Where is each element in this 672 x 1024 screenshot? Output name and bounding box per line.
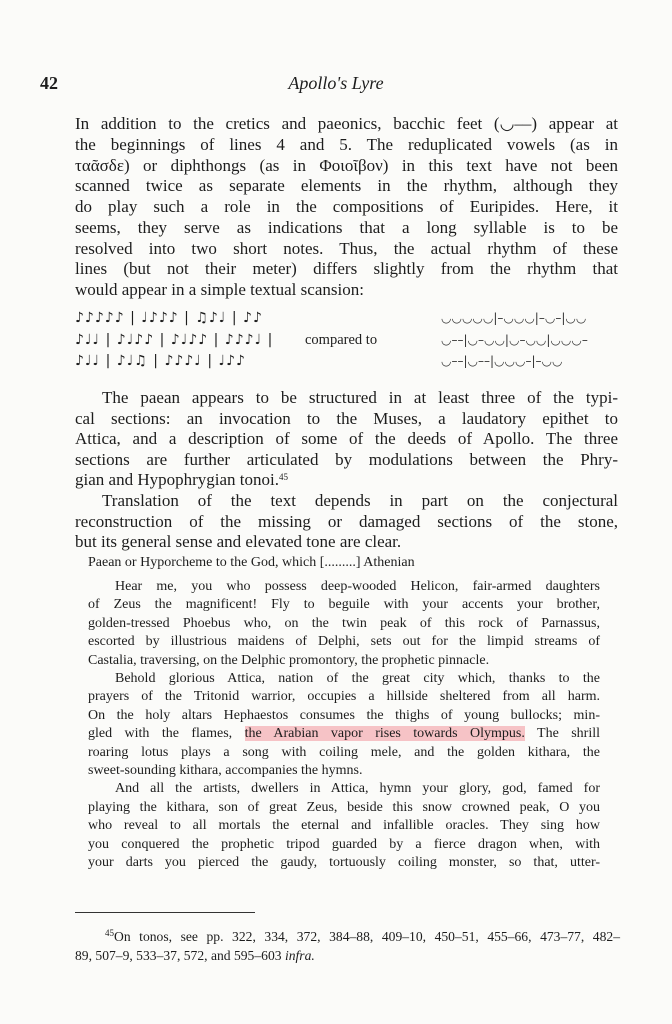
line-text: of Zeus the magnificent! Fly to beguile with your accents your brother,: [88, 597, 600, 613]
text-line: [88, 817, 600, 835]
line-text: Castalia, traversing, on the Delphic promontory, the prophetic pinnacle.: [88, 652, 490, 668]
footnote-infra: infra.: [284, 948, 315, 963]
line-text: On the holy altars Hephaestos consumes the thighs of young bullocks; min-: [88, 707, 600, 723]
footnote-line: [75, 946, 620, 965]
text-line: [75, 156, 618, 177]
rhythm-notation: [75, 308, 620, 373]
line-text: gled with the flames,: [88, 726, 233, 742]
text-line: [75, 218, 618, 239]
highlighted-text: the Arabian vapor rises towards Olympus.: [244, 726, 525, 742]
line-text: playing the kithara, son of great Zeus, beside this snow crowned peak, O you: [88, 799, 600, 815]
footnote-divider: [75, 912, 255, 913]
notation-row: [75, 308, 620, 330]
scansion: ◡––|◡–◡◡|◡–◡◡|◡◡◡–: [441, 332, 588, 347]
page-number: 42: [40, 73, 58, 93]
paragraph-structure: [75, 388, 618, 553]
text-line: [88, 854, 600, 872]
text-line: [75, 388, 618, 409]
music-notes: ♪♪♪♪♪ | ♩♪♪♪ | ♫♪♩ | ♪♪: [75, 310, 263, 326]
line-text: sweet-sounding kithara, accompanies the hymns.: [88, 763, 363, 779]
text-line: [88, 578, 600, 596]
text-line: [88, 762, 600, 780]
text-line: [88, 725, 600, 743]
text-line: [75, 491, 618, 512]
compared-to-label: compared to: [305, 331, 378, 348]
text-line: [75, 114, 618, 135]
line-text: the beginnings of lines 4 and 5. The reduplicated vowels (as in: [75, 134, 618, 154]
translation-text: [88, 578, 600, 873]
line-text: reconstruction of the missing or damaged sections of the stone,: [75, 511, 618, 531]
paragraph-rhythm: [75, 114, 618, 301]
line-text: Behold glorious Attica, nation of the great city which, thanks to the: [115, 671, 600, 687]
line-text: The paean appears to be structured in at least three of the typi-: [102, 388, 618, 407]
footnote-text: 89, 507–9, 533–37, 572, and 595–603: [75, 948, 282, 963]
line-text: Hear me, you who possess deep-wooded Helicon, fair-armed daughters: [115, 579, 600, 594]
text-line: [75, 409, 618, 430]
line-text: escorted by illustrious maidens of Delphi, sets out for the limpid streams of: [88, 634, 600, 650]
text-line: [75, 197, 618, 218]
text-line: [75, 239, 618, 260]
line-text: And all the artists, dwellers in Attica, hymn your glory, god, famed for: [115, 781, 600, 797]
line-text: Attica, and a description of some of the deeds of Apollo. The three: [75, 429, 618, 449]
text-line: [88, 670, 600, 688]
line-text: gian and Hypophrygian tonoi.: [75, 470, 279, 490]
line-text: golden-tressed Phoebus who, on the twin peak of this rock of Parnassus,: [88, 615, 600, 631]
line-text: resolved into two short notes. Thus, the actual rhythm of these: [75, 238, 618, 258]
line-text: Translation of the text depends in part on the conjectural: [102, 490, 618, 510]
line-text: do play such a role in the compositions of Euripides. Here, it: [75, 197, 618, 216]
text-line: [88, 615, 600, 633]
text-line: [75, 259, 618, 280]
line-text: sections are further articulated by modulations between the Phry-: [75, 449, 618, 469]
notation-row: [75, 351, 620, 373]
text-line: [88, 799, 600, 817]
line-text: scanned twice as separate elements in the rhythm, although they: [75, 176, 618, 196]
text-line: [88, 836, 600, 854]
text-line: [88, 596, 600, 614]
line-text: prayers of the Tritonid warrior, occupies a hillside sheltered from all harm.: [88, 689, 600, 705]
running-head: Apollo's Lyre: [288, 73, 384, 93]
text-line: [88, 633, 600, 651]
line-text: you conquered the prophetic tripod guarded by a fierce dragon when, with: [88, 836, 600, 852]
line-text: seems, they serve as indications that a long syllable is to be: [75, 217, 618, 237]
text-line: [75, 450, 618, 471]
text-line: [75, 532, 618, 553]
text-line: [75, 429, 618, 450]
line-text: cal sections: an invocation to the Muses, a laudatory epithet to: [75, 408, 618, 428]
text-line: [75, 280, 618, 301]
footnote-line: [75, 927, 620, 946]
scansion: ◡◡◡◡◡|–◡◡◡|–◡–|◡◡: [441, 311, 587, 325]
line-text: lines (but not their meter) differs slightly from the rhythm that: [75, 259, 618, 279]
footnote-ref: 45: [278, 472, 288, 483]
footnote-text: On tonos, see pp. 322, 334, 372, 384–88, 409–10, 450–51, 455–66, 473–77, 482–: [114, 929, 620, 944]
footnote-number: 45: [105, 928, 114, 938]
line-text: In addition to the cretics and paeonics, bacchic feet (◡––) appear at: [75, 114, 618, 133]
music-notes: ♪♩♩ | ♪♩♫ | ♪♪♪♩ | ♩♪♪: [75, 353, 246, 369]
text-line: [75, 512, 618, 533]
line-text: roaring lotus plays a song with coiling mele, and the golden kithara, the: [88, 744, 600, 760]
text-line: [88, 652, 600, 670]
music-notes: ♪♩♩ | ♪♩♪♪ | ♪♩♪♪ | ♪♪♪♩ |: [75, 331, 274, 348]
translation-caption: Paean or Hyporcheme to the God, which [.........] Athenian: [88, 555, 415, 570]
line-text: your darts you pierced the gaudy, tortuously coiling monster, so that, utter-: [88, 855, 600, 871]
line-text: who reveal to all mortals the eternal and infallible oracles. They sing how: [88, 818, 600, 834]
line-text: ταᾶσδε) or diphthongs (as in Φοιοῖβον) in this text have not been: [75, 155, 618, 175]
text-line: [88, 744, 600, 762]
text-line: [75, 135, 618, 156]
notation-row: [75, 330, 620, 352]
text-line: [75, 176, 618, 197]
line-text: would appear in a simple textual scansion:: [75, 280, 364, 299]
line-text: but its general sense and elevated tone are clear.: [75, 532, 402, 552]
text-line: [88, 688, 600, 706]
text-line: [88, 780, 600, 798]
text-line: [75, 470, 618, 491]
scansion: ◡––|◡––|◡◡◡–|–◡◡: [441, 354, 563, 368]
footnote: [75, 927, 620, 965]
text-line: [88, 707, 600, 725]
line-text: The shrill: [537, 726, 601, 742]
